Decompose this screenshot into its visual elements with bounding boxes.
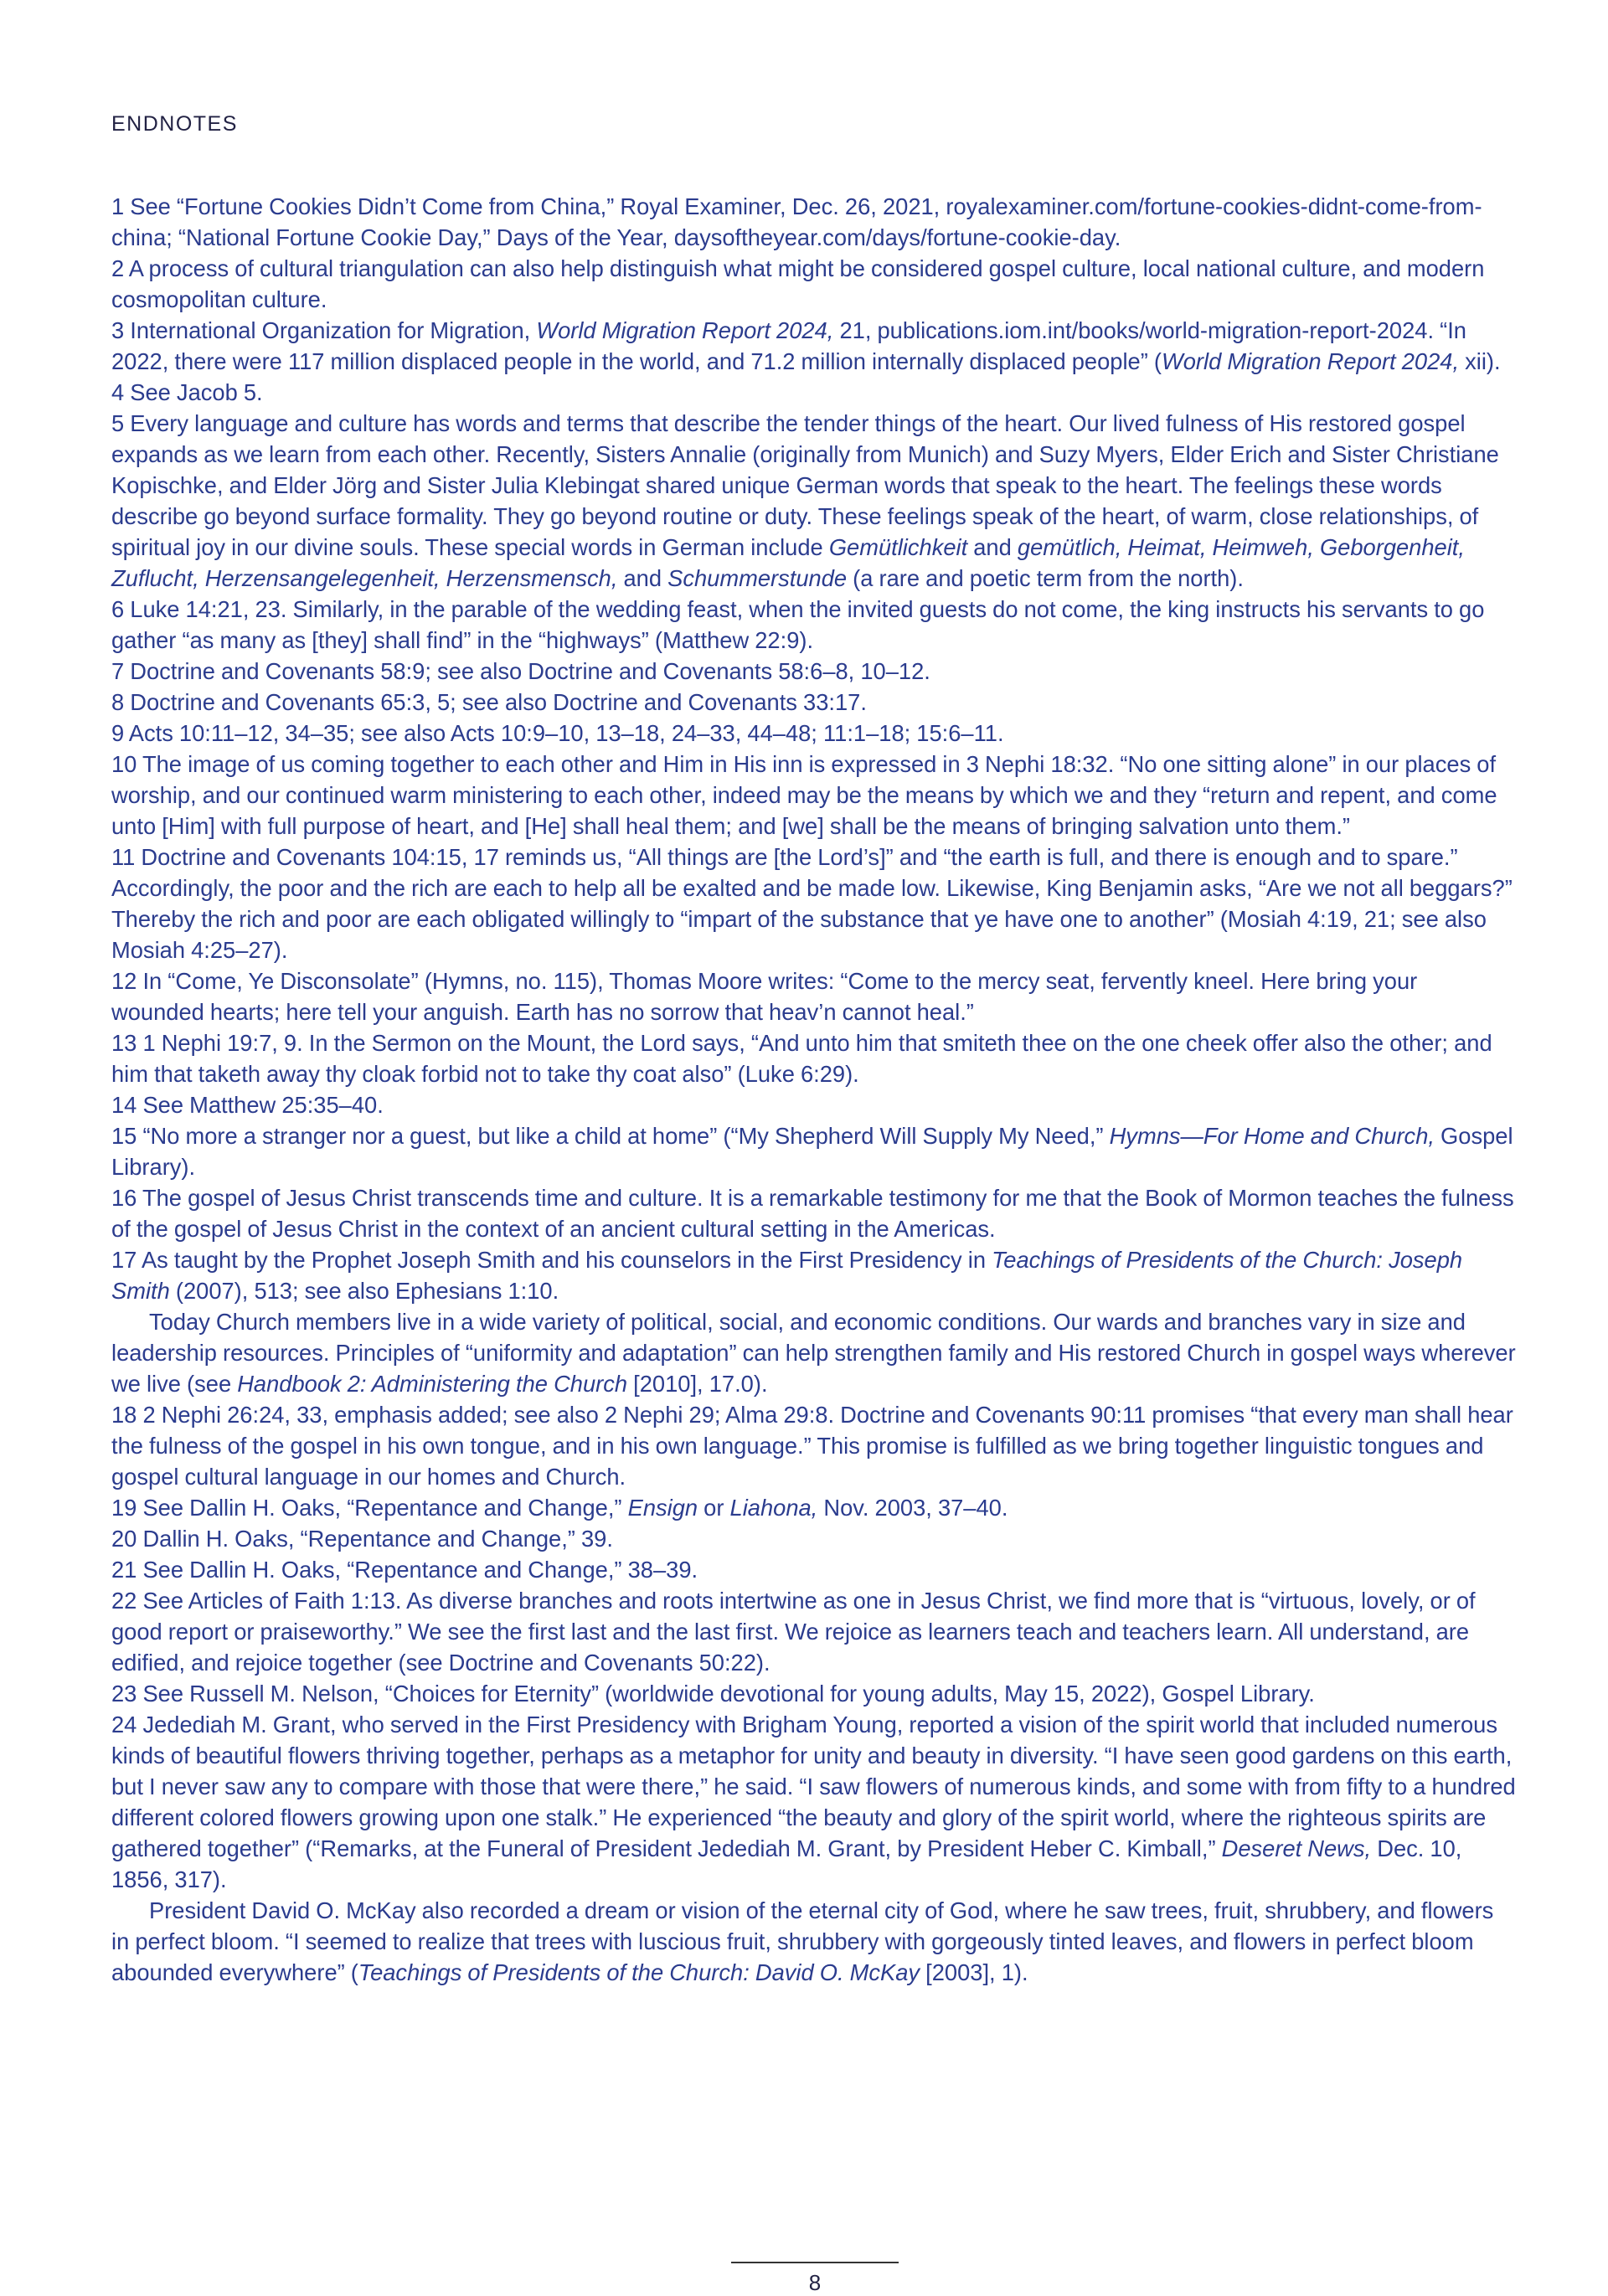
- endnote-17-continuation: [111, 1306, 1516, 1399]
- text-run: 7 Doctrine and Covenants 58:9; see also Doctrine and Covenants 58:6–8, 10–12.: [111, 658, 930, 684]
- italic-run: Liahona,: [729, 1495, 818, 1521]
- endnote-4: [111, 377, 1516, 408]
- endnote-20: [111, 1523, 1516, 1554]
- endnote-6: [111, 594, 1516, 656]
- text-run: 18 2 Nephi 26:24, 33, emphasis added; see also 2 Nephi 29; Alma 29:8. Doctrine and Covenants 90:11 promises “that every man shall hear the fulness of the gospel in his own tongue, and in his own language.” This promise is fulfilled as we bring together linguistic tongues and gospel cultural language in our homes and Church.: [111, 1402, 1513, 1490]
- text-run: 20 Dallin H. Oaks, “Repentance and Change,” 39.: [111, 1526, 613, 1552]
- text-run: 5 Every language and culture has words and terms that describe the tender things of the heart. Our lived fulness of His restored gospel expands as we learn from each other. Recently, Sisters Annalie (originally from Munich) and Suzy Myers, Elder Erich and Sister Christiane Kopischke, and Elder Jörg and Sister Julia Klebingat shared unique German words that speak to the heart. The feelings these words describe go beyond surface formality. They go beyond routine or duty. These feelings speak of the heart, of warm, close relationships, of spiritual joy in our divine souls. These special words in German include: [111, 410, 1499, 560]
- endnote-18: [111, 1399, 1516, 1492]
- italic-run: Ensign: [627, 1495, 698, 1521]
- text-run: 14 See Matthew 25:35–40.: [111, 1092, 384, 1118]
- italic-run: Schummerstunde: [667, 565, 848, 591]
- italic-run: gemütlich, Heimat, Heimweh, Geborgenheit, Zuflucht, Herzensangelegenheit, Herzensmensch,: [111, 534, 1465, 591]
- italic-run: Handbook 2: Administering the Church: [237, 1371, 628, 1397]
- text-run: and: [967, 534, 1018, 560]
- text-run: 22 See Articles of Faith 1:13. As diverse branches and roots intertwine as one in Jesus Christ, we find more that is “virtuous, lovely, or of good report or praiseworthy.” We see the first last and the last first. We rejoice as learners teach and teachers learn. All understand, are edified, and rejoice together (see Doctrine and Covenants 50:22).: [111, 1588, 1476, 1676]
- endnote-22: [111, 1585, 1516, 1678]
- italic-run: Gemütlichkeit: [828, 534, 968, 560]
- text-run: 2 A process of cultural triangulation can also help distinguish what might be considered gospel culture, local national culture, and modern cosmopolitan culture.: [111, 255, 1485, 312]
- italic-run: World Migration Report 2024,: [536, 317, 834, 343]
- text-run: 24 Jedediah M. Grant, who served in the First Presidency with Brigham Young, reported a vision of the spirit world that included numerous kinds of beautiful flowers thriving together, perhaps as a metaphor for unity and beauty in diversity. “I have seen good gardens on this earth, but I never saw any to compare with those that were there,” he said. “I saw flowers of numerous kinds, and some with from fifty to a hundred different colored flowers growing upon one stalk.” He experienced “the beauty and glory of the spirit world, where the righteous spirits are gathered together” (“Remarks, at the Funeral of President Jedediah M. Grant, by President Heber C. Kimball,”: [111, 1712, 1516, 1861]
- italic-run: Deseret News,: [1221, 1835, 1372, 1861]
- text-run: 12 In “Come, Ye Disconsolate” (Hymns, no. 115), Thomas Moore writes: “Come to the mercy seat, fervently kneel. Here bring your wounded hearts; here tell your anguish. Earth has no sorrow that heav’n cannot heal.”: [111, 968, 1418, 1025]
- text-run: 1 See “Fortune Cookies Didn’t Come from China,” Royal Examiner, Dec. 26, 2021, royalexaminer.com/fortune-cookies-didnt-come-from-china; “National Fortune Cookie Day,” Days of the Year, daysoftheyear.com/days/fortune-cookie-day.: [111, 193, 1482, 250]
- text-run: (a rare and poetic term from the north).: [847, 565, 1244, 591]
- text-run: 10 The image of us coming together to each other and Him in His inn is expressed in 3 Nephi 18:32. “No one sitting alone” in our places of worship, and our continued warm ministering to each other, indeed may be the means by which we and they “return and repent, and come unto [Him] with full purpose of heart, and [He] shall heal them; and [we] shall be the means of bringing salvation unto them.”: [111, 751, 1497, 839]
- endnote-13: [111, 1027, 1516, 1089]
- text-run: and: [617, 565, 668, 591]
- text-run: 15 “No more a stranger nor a guest, but like a child at home” (“My Shepherd Will Supply My Need,”: [111, 1123, 1110, 1149]
- text-run: (2007), 513; see also Ephesians 1:10.: [169, 1278, 559, 1304]
- endnote-7: [111, 656, 1516, 687]
- endnote-1: [111, 191, 1516, 253]
- text-run: President David O. McKay also recorded a dream or vision of the eternal city of God, where he saw trees, fruit, shrubbery, and flowers in perfect bloom. “I seemed to realize that trees with luscious fruit, shrubbery with gorgeously tinted leaves, and flowers in perfect bloom abounded everywhere” (: [111, 1897, 1494, 1985]
- text-run: 3 International Organization for Migration,: [111, 317, 537, 343]
- text-run: Dec. 10, 1856, 317).: [111, 1835, 1462, 1892]
- text-run: 21 See Dallin H. Oaks, “Repentance and Change,” 38–39.: [111, 1557, 698, 1583]
- footer-rule: [731, 2262, 899, 2263]
- italic-run: Teachings of Presidents of the Church: David O. McKay: [358, 1959, 920, 1985]
- endnote-17: [111, 1244, 1516, 1306]
- endnote-23: [111, 1678, 1516, 1709]
- endnote-2: [111, 253, 1516, 315]
- endnote-24: [111, 1709, 1516, 1895]
- endnote-5: [111, 408, 1516, 594]
- text-run: 23 See Russell M. Nelson, “Choices for Eternity” (worldwide devotional for young adults, May 15, 2022), Gospel Library.: [111, 1681, 1315, 1707]
- text-run: 9 Acts 10:11–12, 34–35; see also Acts 10:9–10, 13–18, 24–33, 44–48; 11:1–18; 15:6–11.: [111, 720, 1004, 746]
- endnote-12: [111, 965, 1516, 1027]
- endnote-11: [111, 842, 1516, 965]
- text-run: Gospel Library).: [111, 1123, 1513, 1180]
- italic-run: Teachings of Presidents of the Church: Joseph Smith: [111, 1247, 1463, 1304]
- endnote-3: [111, 315, 1516, 377]
- text-run: 19 See Dallin H. Oaks, “Repentance and Change,”: [111, 1495, 628, 1521]
- page-heading: ENDNOTES: [111, 112, 238, 136]
- endnote-24-continuation: [111, 1895, 1516, 1988]
- text-run: or: [698, 1495, 730, 1521]
- text-run: xii).: [1459, 348, 1501, 374]
- italic-run: World Migration Report 2024,: [1161, 348, 1460, 374]
- text-run: 4 See Jacob 5.: [111, 379, 263, 405]
- endnote-15: [111, 1120, 1516, 1182]
- text-run: 16 The gospel of Jesus Christ transcends time and culture. It is a remarkable testimony for me that the Book of Mormon teaches the fulness of the gospel of Jesus Christ in the context of an ancient cultural setting in the Americas.: [111, 1185, 1514, 1242]
- endnote-16: [111, 1182, 1516, 1244]
- endnote-21: [111, 1554, 1516, 1585]
- text-run: 17 As taught by the Prophet Joseph Smith and his counselors in the First Presidency in: [111, 1247, 992, 1273]
- endnote-10: [111, 749, 1516, 842]
- text-run: 8 Doctrine and Covenants 65:3, 5; see also Doctrine and Covenants 33:17.: [111, 689, 867, 715]
- text-run: [2010], 17.0).: [627, 1371, 768, 1397]
- text-run: 6 Luke 14:21, 23. Similarly, in the parable of the wedding feast, when the invited guests do not come, the king instructs his servants to go gather “as many as [they] shall find” in the “highways” (Matthew 22:9).: [111, 596, 1485, 653]
- text-run: 11 Doctrine and Covenants 104:15, 17 reminds us, “All things are [the Lord’s]” and “the earth is full, and there is enough and to spare.” Accordingly, the poor and the rich are each to help all be exalted and be made low. Likewise, King Benjamin asks, “Are we not all beggars?” Thereby the rich and poor are each obligated willingly to “impart of the substance that ye have one to another” (Mosiah 4:19, 21; see also Mosiah 4:25–27).: [111, 844, 1513, 963]
- text-run: [2003], 1).: [920, 1959, 1028, 1985]
- endnote-9: [111, 718, 1516, 749]
- endnote-14: [111, 1089, 1516, 1120]
- text-run: Today Church members live in a wide variety of political, social, and economic conditions. Our wards and branches vary in size and leadership resources. Principles of “uniformity and adaptation” can help strengthen family and His restored Church in gospel ways wherever we live (see: [111, 1309, 1516, 1397]
- text-run: Nov. 2003, 37–40.: [817, 1495, 1008, 1521]
- endnote-8: [111, 687, 1516, 718]
- page-number: 8: [808, 2270, 822, 2295]
- text-run: 13 1 Nephi 19:7, 9. In the Sermon on the Mount, the Lord says, “And unto him that smiteth thee on the one cheek offer also the other; and him that taketh away thy cloak forbid not to take thy coat also” (Luke 6:29).: [111, 1030, 1492, 1087]
- endnote-19: [111, 1492, 1516, 1523]
- italic-run: Hymns—For Home and Church,: [1109, 1123, 1435, 1149]
- text-run: 21, publications.iom.int/books/world-migration-report-2024. “In 2022, there were 117 million displaced people in the world, and 71.2 million internally displaced people” (: [111, 317, 1466, 374]
- endnotes-list: [111, 191, 1516, 1988]
